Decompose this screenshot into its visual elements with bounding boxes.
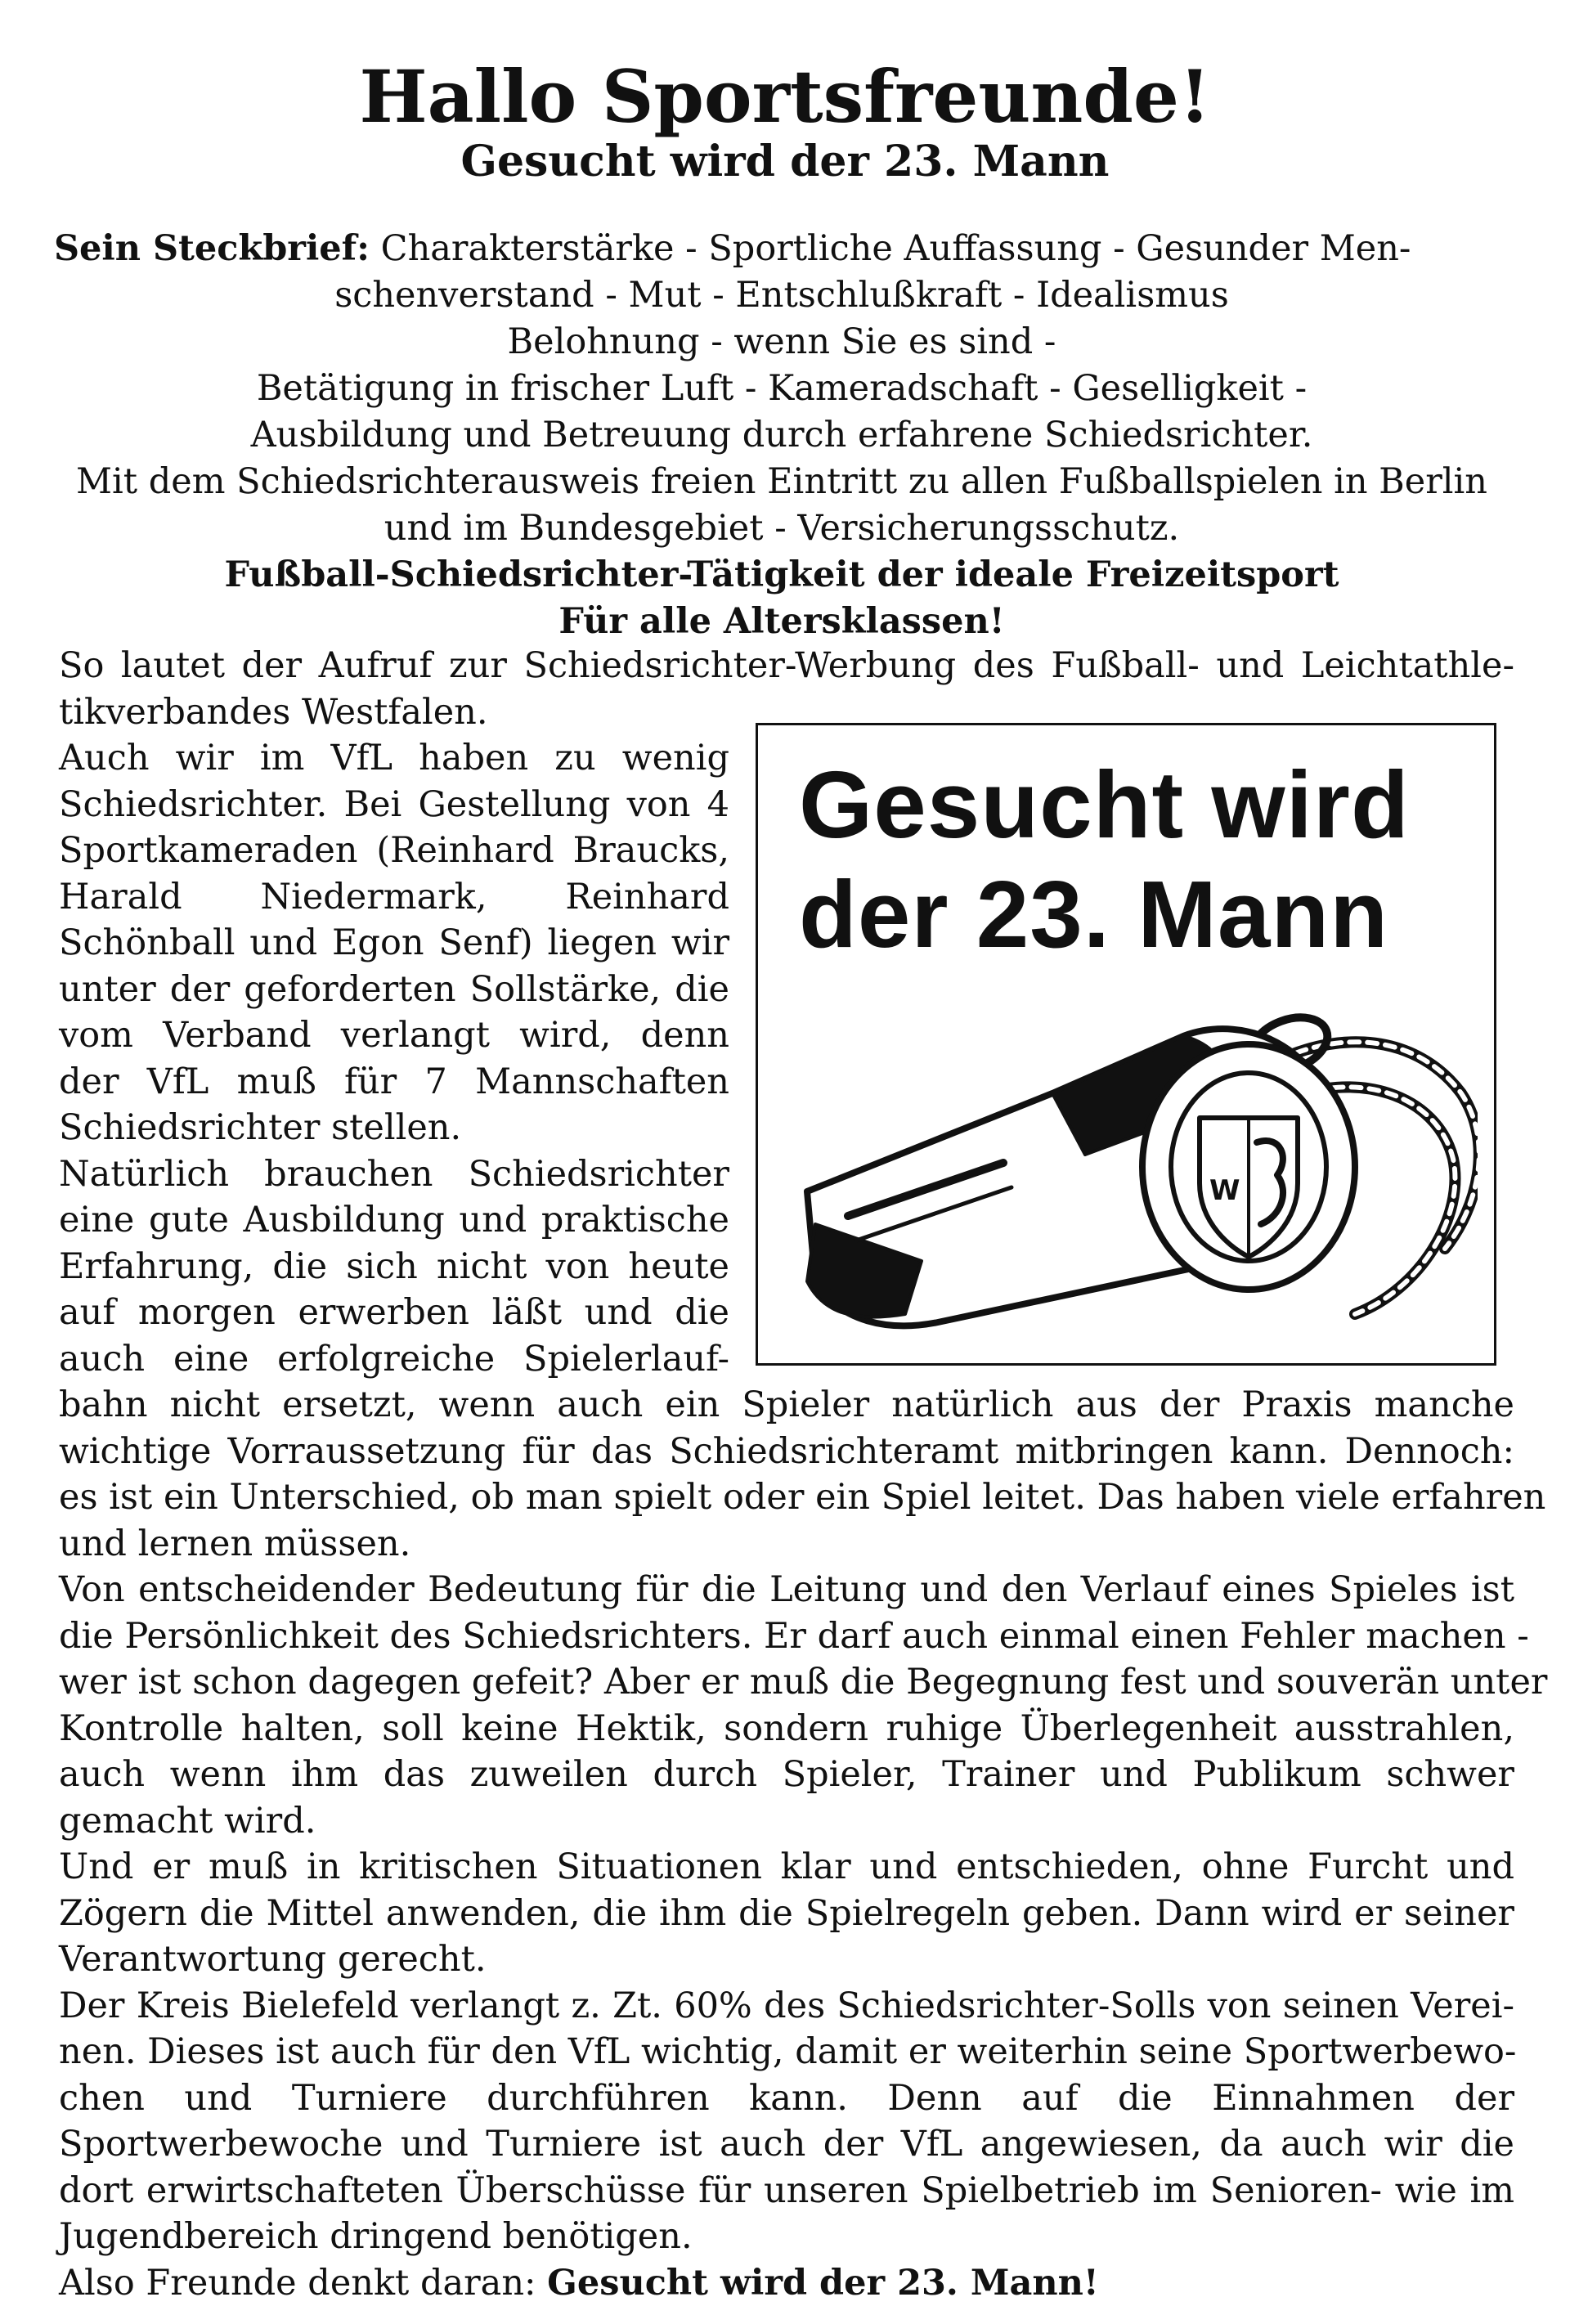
- steckbrief-line: und im Bundesgebiet - Versicherungsschutz.: [384, 508, 1180, 549]
- steckbrief-label: Sein Steckbrief:: [54, 228, 370, 269]
- body-line: Zögern die Mittel anwenden, die ihm die Spielregeln geben. Dann wird er seiner: [59, 1892, 1514, 1934]
- body-line: Der Kreis Bielefeld verlangt z. Zt. 60% des Schiedsrichter-Solls von seinen Verei-: [59, 1985, 1514, 2026]
- page-subtitle: Gesucht wird der 23. Mann: [460, 137, 1110, 186]
- body-line: wer ist schon dagegen gefeit? Aber er muß die Begegnung fest und souverän unter: [59, 1662, 1548, 1703]
- body-line: vom Verband verlangt wird, denn: [59, 1015, 729, 1056]
- body-line: Schiedsrichter stellen.: [59, 1107, 462, 1148]
- steckbrief-line: schenverstand - Mut - Entschlußkraft - Idealismus: [334, 275, 1229, 316]
- body-line: tikverbandes Westfalen.: [59, 691, 488, 733]
- highlight-line: Für alle Altersklassen!: [558, 601, 1005, 642]
- steckbrief-line: Ausbildung und Betreuung durch erfahrene Schiedsrichter.: [250, 415, 1313, 455]
- body-line: Schönball und Egon Senf) liegen wir: [59, 922, 729, 963]
- body-line: auch eine erfolgreiche Spielerlauf-: [59, 1338, 729, 1380]
- closing-line: [59, 2260, 1514, 2307]
- body-line: Erfahrung, die sich nicht von heute: [59, 1245, 729, 1287]
- body-line: Auch wir im VfL haben zu wenig: [59, 738, 729, 778]
- body-line: Verantwortung gerecht.: [59, 1939, 487, 1980]
- steckbrief-line: Betätigung in frischer Luft - Kameradschaft - Geselligkeit -: [256, 368, 1308, 409]
- body-line: bahn nicht ersetzt, wenn auch ein Spieler natürlich aus der Praxis manche: [59, 1384, 1514, 1425]
- advert-line-1: Gesucht wird: [799, 751, 1410, 858]
- body-line: eine gute Ausbildung und praktische: [59, 1200, 729, 1241]
- advert-headline: [799, 750, 1469, 969]
- body-line: gemacht wird.: [59, 1800, 316, 1842]
- body-line: Harald Niedermark, Reinhard: [59, 876, 729, 917]
- highlight-line: Fußball-Schiedsrichter-Tätigkeit der ideale Freizeitsport: [224, 554, 1339, 595]
- body-line: wichtige Vorraussetzung für das Schiedsrichteramt mitbringen kann. Dennoch:: [59, 1430, 1514, 1472]
- closing-bold: Gesucht wird der 23. Mann!: [547, 2262, 1099, 2304]
- steckbrief-section: [54, 226, 1509, 645]
- body-line: Kontrolle halten, soll keine Hektik, sondern ruhige Überlegenheit ausstrahlen,: [59, 1707, 1514, 1749]
- body-line: und lernen müssen.: [59, 1523, 411, 1564]
- closing-prefix: Also Freunde denkt daran:: [59, 2262, 548, 2304]
- body-line: dort erwirtschafteten Überschüsse für unseren Spielbetrieb im Senioren- wie im: [59, 2169, 1514, 2211]
- body-line: es ist ein Unterschied, ob man spielt oder ein Spiel leitet. Das haben viele erfahren: [59, 1477, 1546, 1518]
- whistle-icon: [791, 979, 1478, 1355]
- body-line: auch wenn ihm das zuweilen durch Spieler, Trainer und Publikum schwer: [59, 1754, 1514, 1795]
- advert-line-2: der 23. Mann: [799, 861, 1389, 967]
- page-title: Hallo Sportsfreunde!: [359, 54, 1211, 139]
- whistle-advert-box: [756, 723, 1496, 1366]
- body-line: die Persönlichkeit des Schiedsrichters. Er darf auch einmal einen Fehler machen -: [59, 1615, 1529, 1657]
- steckbrief-line: Belohnung - wenn Sie es sind -: [507, 321, 1056, 362]
- body-line: Und er muß in kritischen Situationen klar und entschieden, ohne Furcht und: [59, 1846, 1514, 1887]
- body-line: Sportwerbewoche und Turniere ist auch der VfL angewiesen, da auch wir die: [59, 2124, 1514, 2165]
- body-line: Sportkameraden (Reinhard Braucks,: [59, 830, 729, 871]
- steckbrief-line: Mit dem Schiedsrichterausweis freien Eintritt zu allen Fußballspielen in Berlin: [76, 461, 1487, 502]
- body-line: nen. Dieses ist auch für den VfL wichtig, damit er weiterhin seine Sportwerbewo-: [59, 2031, 1517, 2072]
- steckbrief-line: Charakterstärke - Sportliche Auffassung - Gesunder Men-: [370, 228, 1411, 269]
- body-line: der VfL muß für 7 Mannschaften: [59, 1061, 729, 1102]
- body-line: chen und Turniere durchführen kann. Denn auf die Einnahmen der: [59, 2077, 1514, 2119]
- body-line: Natürlich brauchen Schiedsrichter: [59, 1153, 729, 1195]
- body-line: auf morgen erwerben läßt und die: [59, 1292, 729, 1333]
- body-line: Von entscheidender Bedeutung für die Leitung und den Verlauf eines Spieles ist: [59, 1569, 1514, 1610]
- body-line: Jugendbereich dringend benötigen.: [59, 2216, 693, 2257]
- body-line: So lautet der Aufruf zur Schiedsrichter-Werbung des Fußball- und Leichtathle-: [59, 645, 1514, 686]
- svg-text:W: W: [1209, 1174, 1240, 1207]
- body-line: Schiedsrichter. Bei Gestellung von 4: [59, 783, 729, 825]
- body-line: unter der geforderten Sollstärke, die: [59, 968, 729, 1010]
